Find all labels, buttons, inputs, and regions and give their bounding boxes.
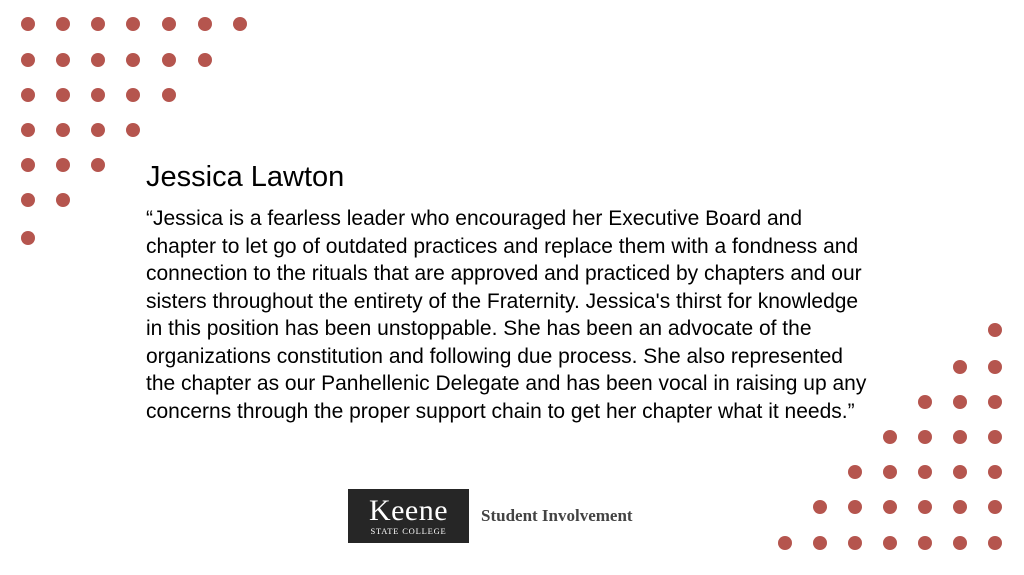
footer-branding bbox=[348, 489, 633, 543]
decorative-dot bbox=[91, 123, 105, 137]
decorative-dot bbox=[883, 536, 897, 550]
department-name: Student Involvement bbox=[481, 506, 633, 525]
decorative-dot bbox=[126, 88, 140, 102]
decorative-dot bbox=[21, 158, 35, 172]
decorative-dot bbox=[883, 430, 897, 444]
decorative-dot bbox=[883, 500, 897, 514]
decorative-dot bbox=[953, 465, 967, 479]
decorative-dot bbox=[198, 17, 212, 31]
decorative-dot bbox=[162, 53, 176, 67]
quote-text: “Jessica is a fearless leader who encouraged her Executive Board and chapter to let go of outdated practices and replace them with a fondness and connection to the rituals that are approved and practiced by chapters and our sisters throughout the entirety of the Fraternity. Jessica's thirst for knowledge in this position has been unstoppable. She has been an advocate of the organizations constitution and following due process. She also represented the chapter as our Panhellenic Delegate and has been vocal in raising up any concerns through the proper support chain to get her chapter what it needs.” bbox=[146, 207, 867, 423]
decorative-dot bbox=[126, 53, 140, 67]
decorative-dot bbox=[91, 53, 105, 67]
decorative-dot bbox=[91, 17, 105, 31]
keene-state-college-logo bbox=[348, 489, 469, 543]
decorative-dot bbox=[953, 430, 967, 444]
decorative-dot bbox=[988, 465, 1002, 479]
decorative-dot bbox=[988, 360, 1002, 374]
decorative-dot bbox=[988, 323, 1002, 337]
decorative-dot bbox=[56, 17, 70, 31]
decorative-dot bbox=[918, 430, 932, 444]
decorative-dot bbox=[21, 123, 35, 137]
decorative-dot bbox=[162, 17, 176, 31]
decorative-dot bbox=[918, 395, 932, 409]
decorative-dot bbox=[918, 500, 932, 514]
decorative-dot bbox=[56, 88, 70, 102]
decorative-dot bbox=[953, 395, 967, 409]
decorative-dot bbox=[778, 536, 792, 550]
decorative-dot bbox=[198, 53, 212, 67]
decorative-dot bbox=[21, 53, 35, 67]
decorative-dot bbox=[988, 500, 1002, 514]
decorative-dot bbox=[848, 536, 862, 550]
decorative-dot bbox=[953, 536, 967, 550]
decorative-dot bbox=[813, 536, 827, 550]
decorative-dot bbox=[813, 500, 827, 514]
decorative-dot bbox=[883, 465, 897, 479]
logo-subtitle: STATE COLLEGE bbox=[370, 525, 447, 536]
decorative-dot bbox=[988, 430, 1002, 444]
decorative-dot bbox=[56, 53, 70, 67]
decorative-dot bbox=[56, 193, 70, 207]
page-title: Jessica Lawton bbox=[146, 161, 345, 193]
decorative-dot bbox=[988, 536, 1002, 550]
decorative-dot bbox=[953, 360, 967, 374]
decorative-dot bbox=[233, 17, 247, 31]
decorative-dot bbox=[91, 158, 105, 172]
decorative-dot bbox=[91, 88, 105, 102]
decorative-dot bbox=[56, 123, 70, 137]
decorative-dot bbox=[56, 158, 70, 172]
decorative-dot bbox=[21, 231, 35, 245]
decorative-dot bbox=[918, 465, 932, 479]
decorative-dot bbox=[126, 123, 140, 137]
decorative-dot bbox=[848, 500, 862, 514]
decorative-dot bbox=[126, 17, 140, 31]
decorative-dot bbox=[21, 193, 35, 207]
decorative-dot bbox=[21, 88, 35, 102]
decorative-dot bbox=[848, 465, 862, 479]
decorative-dot bbox=[21, 17, 35, 31]
decorative-dot bbox=[988, 395, 1002, 409]
decorative-dot bbox=[162, 88, 176, 102]
decorative-dot bbox=[953, 500, 967, 514]
decorative-dot bbox=[918, 536, 932, 550]
logo-name: Keene bbox=[368, 493, 449, 527]
